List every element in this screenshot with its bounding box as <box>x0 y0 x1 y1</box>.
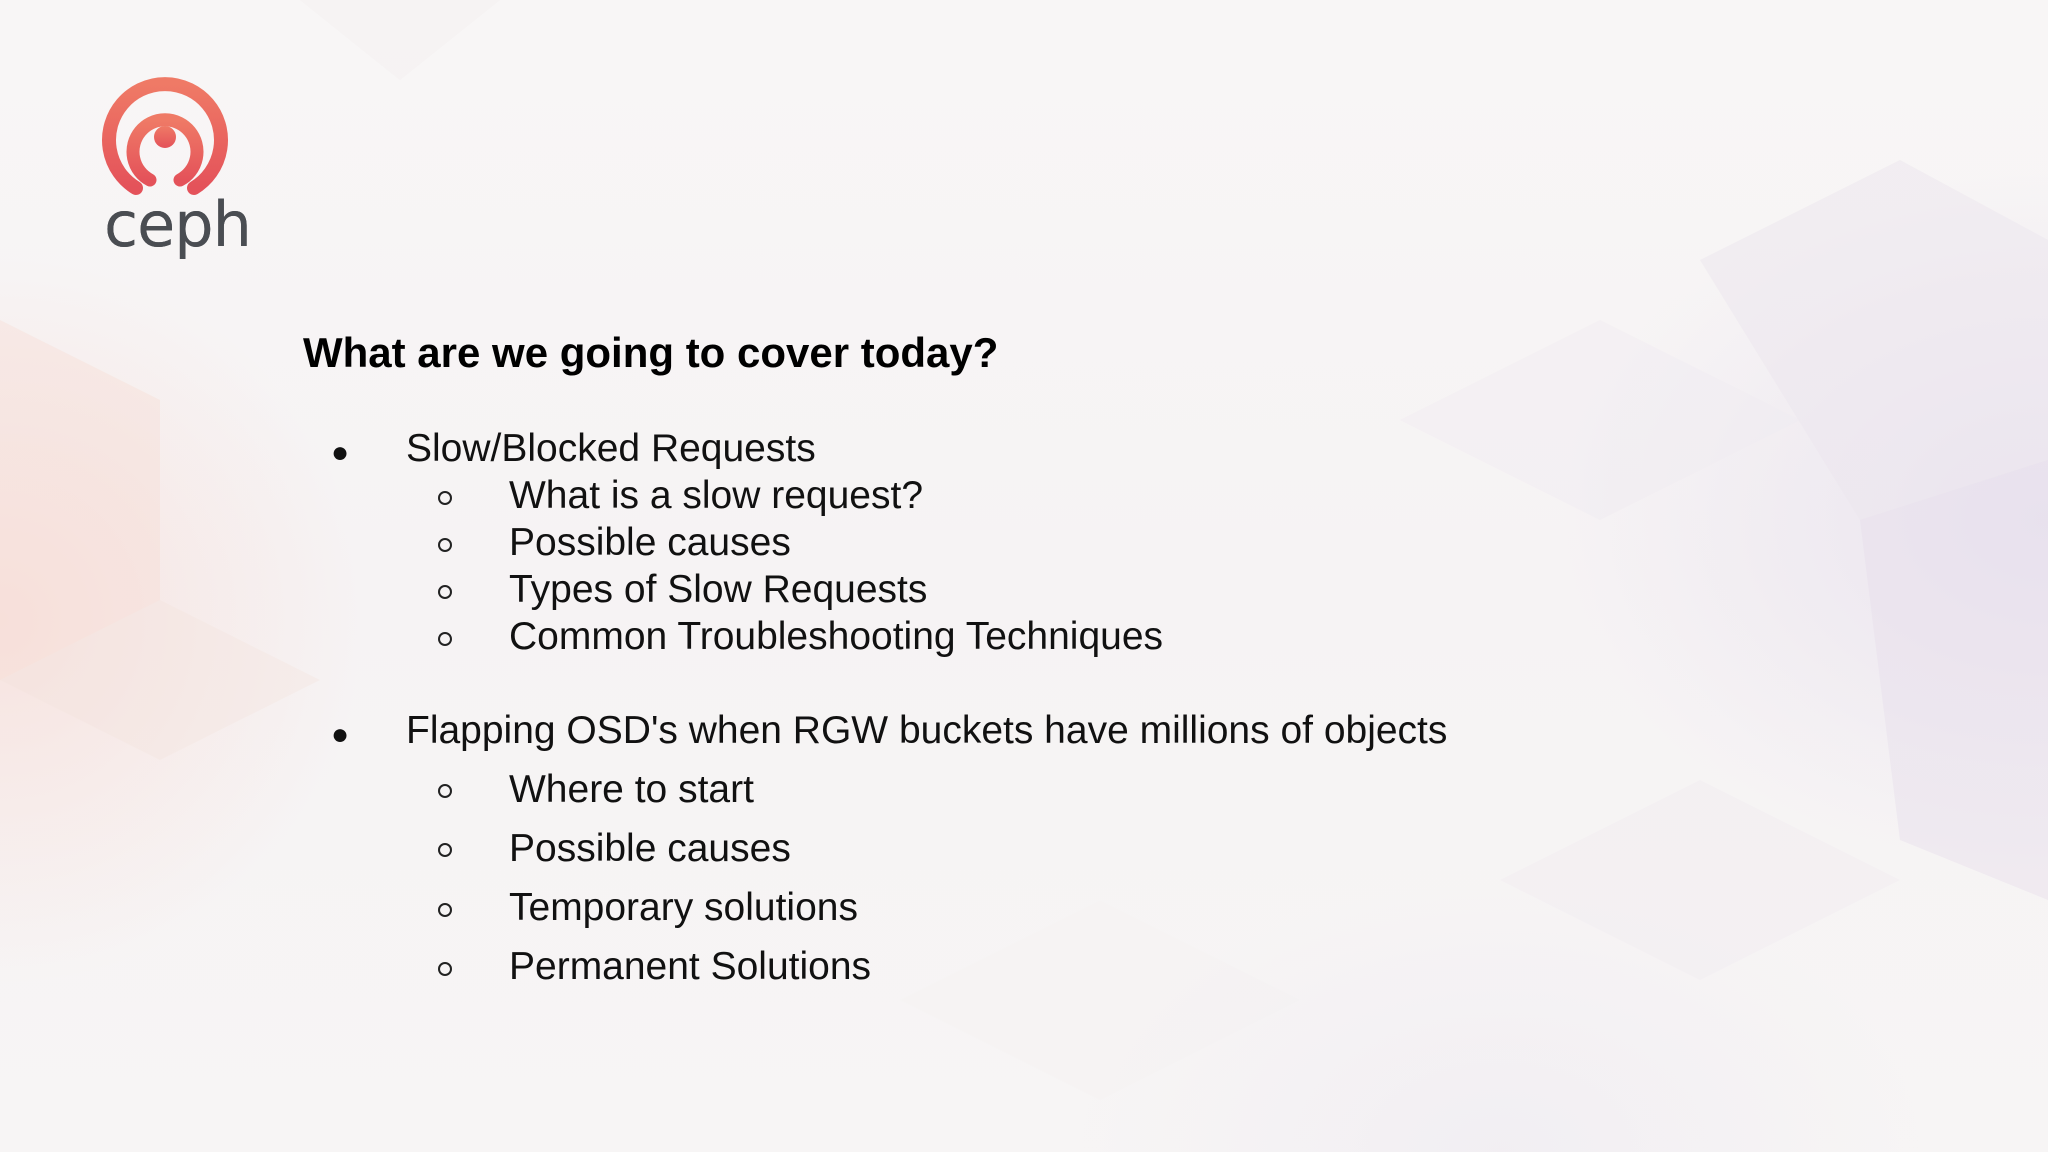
section-1-title: Slow/Blocked Requests <box>406 427 816 470</box>
bullet-icon: ● <box>331 436 350 469</box>
sub-bullet-icon <box>438 632 452 646</box>
section-2-item-1: Where to start <box>509 768 754 811</box>
section-2-title: Flapping OSD's when RGW buckets have millions of objects <box>406 709 1448 752</box>
sub-bullet-icon <box>438 585 452 599</box>
sub-bullet-icon <box>438 903 452 917</box>
section-1-item-4: Common Troubleshooting Techniques <box>509 615 1164 658</box>
sub-bullet-icon <box>438 491 452 505</box>
section-1-item-3: Types of Slow Requests <box>509 568 928 611</box>
ceph-logo-icon <box>100 76 230 196</box>
bullet-icon: ● <box>331 718 350 751</box>
sub-bullet-icon <box>438 962 452 976</box>
ceph-logo <box>100 76 250 276</box>
slide-heading: What are we going to cover today? <box>303 329 999 376</box>
section-1-item-2: Possible causes <box>509 521 791 564</box>
ceph-logo-text: ceph <box>104 188 251 261</box>
sub-bullet-icon <box>438 843 452 857</box>
sub-bullet-icon <box>438 538 452 552</box>
section-2-item-3: Temporary solutions <box>509 886 858 929</box>
section-2-item-2: Possible causes <box>509 827 791 870</box>
sub-bullet-icon <box>438 784 452 798</box>
section-2-item-4: Permanent Solutions <box>509 945 872 988</box>
section-1-item-1: What is a slow request? <box>509 474 924 517</box>
